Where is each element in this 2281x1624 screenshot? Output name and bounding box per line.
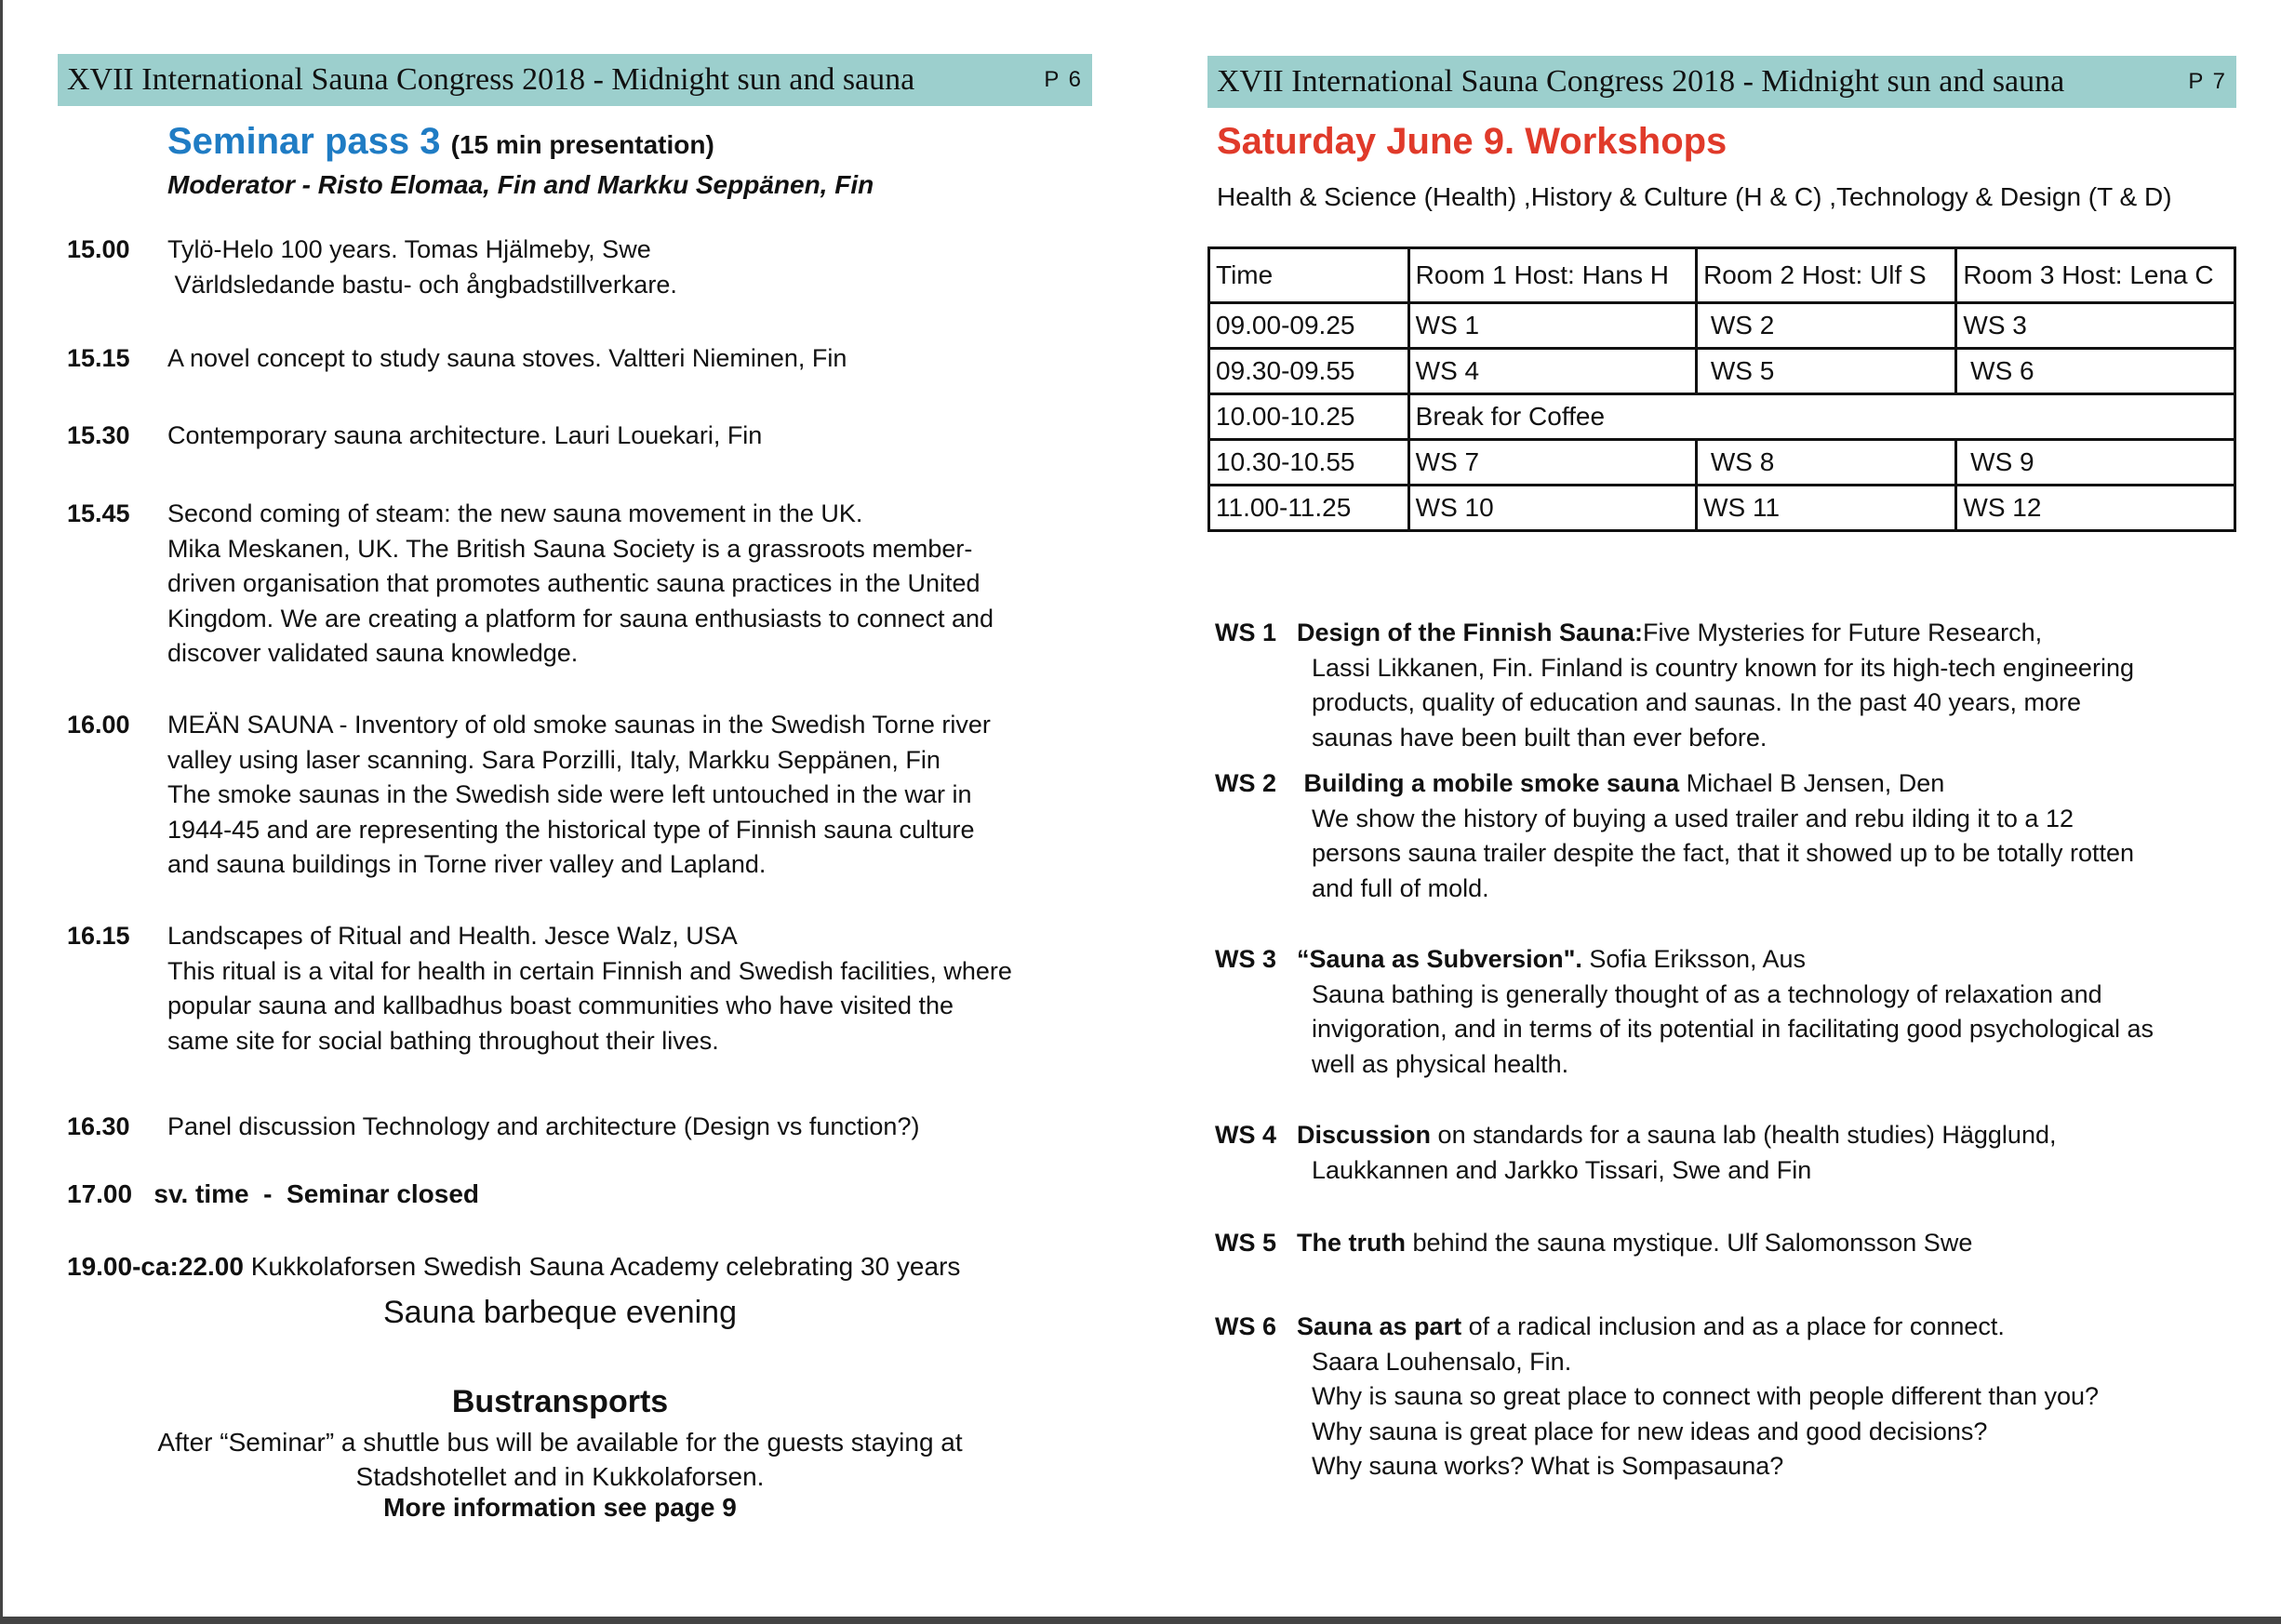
left-page [58, 0, 1092, 1618]
workshops-title: Saturday June 9. Workshops [1217, 121, 1727, 162]
workshop-id: WS 6 [1215, 1312, 1277, 1340]
entry-time: 16.00 [67, 711, 130, 739]
workshop-id: WS 1 [1215, 619, 1277, 646]
workshop-line: and full of mold. [1312, 873, 1489, 902]
workshop-rest: of a radical inclusion and as a place for connect. [1461, 1312, 2005, 1340]
table-row [1209, 394, 2235, 440]
workshop-rest: Sofia Eriksson, Aus [1581, 945, 1807, 973]
tracks-line: Health & Science (Health) ,History & Culture (H & C) ,Technology & Design (T & D) [1217, 182, 2172, 211]
workshop-title: Design of the Finnish Sauna: [1297, 619, 1644, 646]
table-cell: WS 2 [1697, 303, 1956, 349]
moderator: Moderator - Risto Elomaa, Fin and Markku Seppänen, Fin [167, 170, 874, 199]
schedule-entry [67, 708, 1090, 883]
schedule-entry [67, 1110, 1090, 1145]
evening-time: 19.00-ca:22.00 [67, 1252, 244, 1281]
header-title: XVII International Sauna Congress 2018 - Midnight sun and sauna [1217, 64, 2065, 99]
table-cell: 10.30-10.55 [1209, 440, 1409, 486]
entry-time: 15.30 [67, 421, 130, 449]
table-cell: WS 3 [1956, 303, 2235, 349]
bus-text [95, 1425, 1025, 1494]
table-cell: 10.00-10.25 [1209, 394, 1409, 440]
bus-line: Stadshotellet and in Kukkolaforsen. [355, 1462, 765, 1491]
right-page [1207, 0, 2236, 1618]
workshop-title: Sauna as part [1297, 1312, 1462, 1340]
schedule-entry [67, 919, 1090, 1058]
workshop-rest: behind the sauna mystique. Ulf Salomonsson Swe [1405, 1229, 1973, 1257]
table-cell-break: Break for Coffee [1408, 394, 2234, 440]
workshop-entry [1215, 766, 2238, 906]
entry-line: and sauna buildings in Torne river valley and Lapland. [167, 850, 767, 878]
workshop-id: WS 3 [1215, 945, 1277, 973]
seminar-note: (15 min presentation) [450, 130, 714, 159]
table-row [1209, 349, 2235, 394]
table-cell: WS 6 [1956, 349, 2235, 394]
workshop-line: Lassi Likkanen, Fin. Finland is country known for its high-tech engineering [1312, 653, 2134, 682]
entry-line: MEÄN SAUNA - Inventory of old smoke saunas in the Swedish Torne river [167, 711, 991, 739]
workshop-line: well as physical health. [1312, 1049, 1569, 1078]
entry-line: Tylö-Helo 100 years. Tomas Hjälmeby, Swe [167, 235, 651, 263]
table-cell: 09.00-09.25 [1209, 303, 1409, 349]
workshop-rest: Michael B Jensen, Den [1679, 769, 1945, 797]
schedule-entry [67, 497, 1090, 672]
workshop-title: “Sauna as Subversion". [1297, 945, 1582, 973]
workshop-line: invigoration, and in terms of its potential in facilitating good psychological as [1312, 1015, 2154, 1043]
table-cell: WS 4 [1408, 349, 1696, 394]
entry-line: valley using laser scanning. Sara Porzilli, Italy, Markku Seppänen, Fin [167, 745, 940, 774]
entry-line: 1944-45 and are representing the historical type of Finnish sauna culture [167, 815, 975, 844]
table-cell: WS 9 [1956, 440, 2235, 486]
page-number: P 6 [1044, 67, 1083, 92]
entry-line: Mika Meskanen, UK. The British Sauna Society is a grassroots member- [167, 534, 973, 563]
entry-line: Contemporary sauna architecture. Lauri Louekari, Fin [167, 421, 763, 449]
workshop-id: WS 4 [1215, 1121, 1277, 1149]
workshop-line: Laukkannen and Jarkko Tissari, Swe and Fin [1312, 1155, 1812, 1184]
workshop-line: persons sauna trailer despite the fact, that it showed up to be totally rotten [1312, 839, 2135, 867]
workshop-entry [1215, 1226, 2238, 1261]
workshop-entry [1215, 616, 2238, 755]
workshop-line: Why sauna works? What is Sompasauna? [1312, 1452, 1784, 1480]
bus-more-info: More information see page 9 [383, 1493, 737, 1522]
page-border-left [0, 0, 3, 1624]
workshop-line: Why sauna is great place for new ideas and good decisions? [1312, 1417, 1988, 1445]
table-cell: WS 7 [1408, 440, 1696, 486]
table-row [1209, 486, 2235, 531]
workshop-id: WS 2 [1215, 769, 1277, 797]
bbq-heading: Sauna barbeque evening [383, 1295, 737, 1330]
workshop-entry [1215, 1310, 2238, 1484]
workshop-title: Discussion [1297, 1121, 1432, 1149]
entry-line: Landscapes of Ritual and Health. Jesce Walz, USA [167, 922, 738, 950]
seminar-title [167, 121, 714, 163]
bus-title: Bustransports [451, 1384, 669, 1419]
workshop-line: products, quality of education and saunas. In the past 40 years, more [1312, 688, 2082, 716]
workshop-line: Saara Louhensalo, Fin. [1312, 1347, 1572, 1376]
workshop-title: Building a mobile smoke sauna [1297, 769, 1680, 797]
header-title: XVII International Sauna Congress 2018 - Midnight sun and sauna [67, 62, 915, 97]
entry-time: 16.30 [67, 1112, 130, 1140]
table-header-cell: Room 3 Host: Lena C [1956, 248, 2235, 303]
entry-line: same site for social bathing throughout their lives. [167, 1026, 719, 1055]
table-cell: 11.00-11.25 [1209, 486, 1409, 531]
table-cell: WS 8 [1697, 440, 1956, 486]
entry-line: Kingdom. We are creating a platform for sauna enthusiasts to connect and [167, 604, 994, 632]
evening-text: Kukkolaforsen Swedish Sauna Academy celebrating 30 years [243, 1252, 961, 1281]
table-cell: WS 5 [1697, 349, 1956, 394]
table-row [1209, 440, 2235, 486]
table-header-row [1209, 248, 2235, 303]
workshop-entry [1215, 1118, 2238, 1188]
entry-time: 15.00 [67, 235, 130, 263]
entry-time: 15.15 [67, 344, 130, 372]
evening-event [67, 1252, 960, 1282]
workshop-rest: on standards for a sauna lab (health studies) Hägglund, [1431, 1121, 2057, 1149]
workshop-line: saunas have been built than ever before. [1312, 723, 1767, 752]
entry-line: Second coming of steam: the new sauna movement in the UK. [167, 499, 863, 527]
table-header-cell: Room 2 Host: Ulf S [1697, 248, 1956, 303]
table-header-cell: Time [1209, 248, 1409, 303]
entry-line: Världsledande bastu- och ångbadstillverkare. [167, 270, 677, 299]
page-number: P 7 [2188, 69, 2227, 94]
workshop-entry [1215, 942, 2238, 1082]
table-cell: WS 11 [1697, 486, 1956, 531]
table-row [1209, 303, 2235, 349]
seminar-closed: 17.00 sv. time - Seminar closed [67, 1179, 480, 1208]
entry-line: driven organisation that promotes authentic sauna practices in the United [167, 569, 980, 597]
entry-time: 16.15 [67, 922, 130, 950]
schedule-entry [67, 419, 1090, 454]
seminar-title-text: Seminar pass 3 [167, 121, 441, 162]
workshop-schedule-table [1207, 246, 2236, 532]
bus-line: After “Seminar” a shuttle bus will be available for the guests staying at [157, 1428, 963, 1457]
entry-line: discover validated sauna knowledge. [167, 639, 579, 667]
workshop-line: We show the history of buying a used trailer and rebu ilding it to a 12 [1312, 804, 2074, 832]
workshop-title: The truth [1297, 1229, 1406, 1257]
schedule-entry [67, 233, 1090, 302]
entry-line: popular sauna and kallbadhus boast communities who have visited the [167, 992, 954, 1019]
workshop-id: WS 5 [1215, 1229, 1277, 1257]
table-cell: WS 12 [1956, 486, 2235, 531]
table-cell: WS 10 [1408, 486, 1696, 531]
workshop-line: Why is sauna so great place to connect with people different than you? [1312, 1382, 2100, 1410]
entry-line: A novel concept to study sauna stoves. Valtteri Nieminen, Fin [167, 344, 847, 372]
schedule-entry [67, 341, 1090, 377]
entry-line: This ritual is a vital for health in certain Finnish and Swedish facilities, where [167, 956, 1012, 985]
table-cell: WS 1 [1408, 303, 1696, 349]
workshop-rest: Five Mysteries for Future Research, [1643, 619, 2043, 646]
workshop-line: Sauna bathing is generally thought of as a technology of relaxation and [1312, 979, 2102, 1008]
table-header-cell: Room 1 Host: Hans H [1408, 248, 1696, 303]
table-cell: 09.30-09.55 [1209, 349, 1409, 394]
entry-line: Panel discussion Technology and architecture (Design vs function?) [167, 1112, 920, 1140]
entry-time: 15.45 [67, 499, 130, 527]
header-banner [1207, 56, 2236, 108]
header-banner [58, 54, 1092, 106]
entry-line: The smoke saunas in the Swedish side were left untouched in the war in [167, 780, 972, 808]
